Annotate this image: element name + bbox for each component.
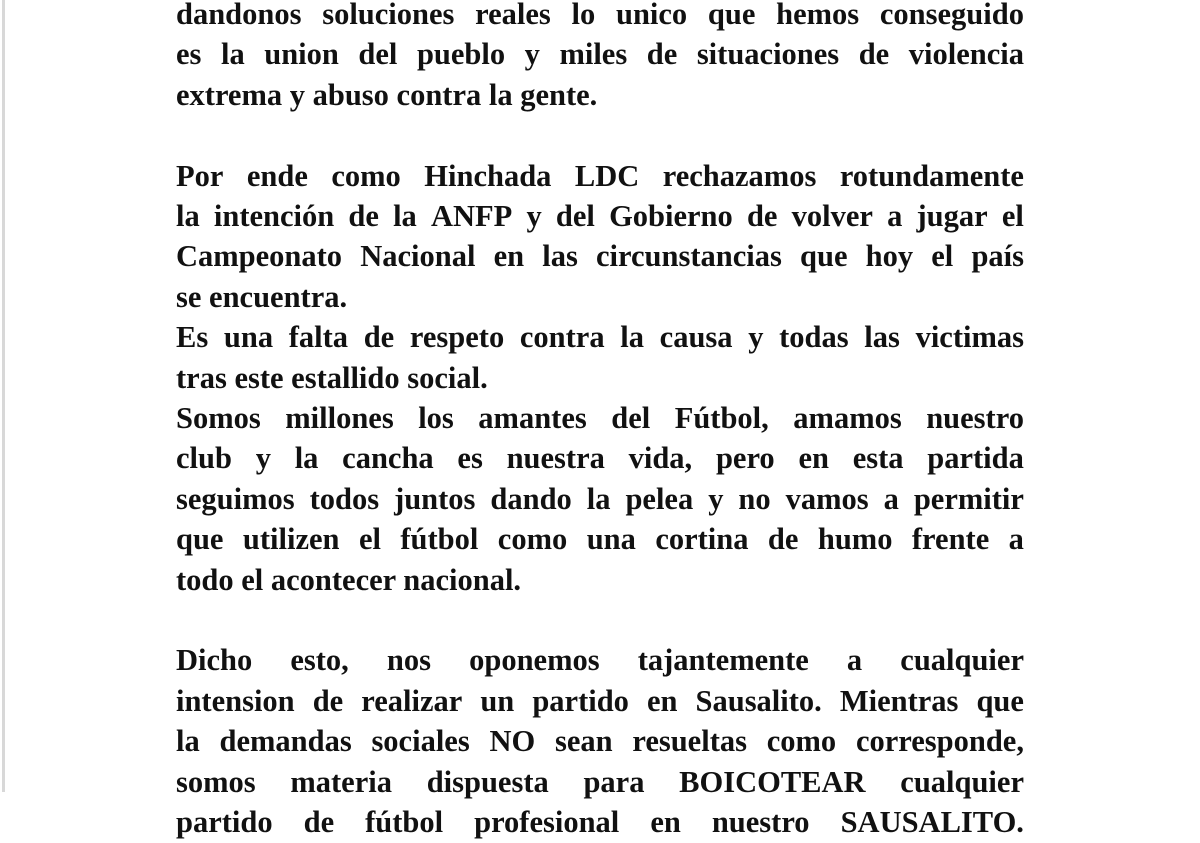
word: partido bbox=[532, 683, 629, 718]
word: fútbol bbox=[365, 805, 444, 840]
word: nuestra bbox=[506, 441, 605, 476]
text-line bbox=[176, 479, 1024, 519]
paragraph-boycott bbox=[176, 640, 1024, 842]
word: vamos bbox=[785, 481, 869, 516]
word: para bbox=[583, 764, 645, 799]
word: falta bbox=[288, 320, 349, 355]
word: conseguido bbox=[879, 0, 1024, 31]
word: en bbox=[650, 805, 681, 840]
word: los bbox=[418, 401, 454, 436]
word: de bbox=[363, 320, 395, 355]
word: Somos bbox=[176, 401, 261, 436]
text-line bbox=[176, 398, 1024, 438]
text-line: tras este estallido social. bbox=[176, 360, 488, 395]
word: tajantemente bbox=[637, 643, 809, 678]
text-line bbox=[176, 519, 1024, 559]
word: el bbox=[1001, 199, 1024, 234]
word: que bbox=[707, 0, 756, 31]
word: miles bbox=[559, 37, 628, 72]
word: juntos bbox=[394, 481, 476, 516]
text-line bbox=[176, 34, 1024, 74]
word: las bbox=[864, 320, 900, 355]
word: cancha bbox=[342, 441, 434, 476]
text-line bbox=[176, 721, 1024, 761]
word: y bbox=[255, 441, 271, 476]
text-line bbox=[176, 640, 1024, 680]
word: frente bbox=[911, 522, 990, 557]
word: sean bbox=[554, 724, 613, 759]
word: una bbox=[223, 320, 274, 355]
word: de bbox=[348, 199, 379, 234]
statement-text-column bbox=[176, 0, 1024, 843]
text-line: todo el acontecer nacional. bbox=[176, 562, 522, 597]
word: Hinchada bbox=[424, 158, 552, 193]
word: nos bbox=[386, 643, 432, 678]
word: la bbox=[393, 199, 417, 234]
word: la bbox=[176, 199, 200, 234]
text-line bbox=[176, 196, 1024, 236]
word: a bbox=[846, 643, 863, 678]
word: intension bbox=[176, 683, 295, 718]
word: permitir bbox=[913, 481, 1024, 516]
word: ende bbox=[246, 158, 308, 193]
word: volver bbox=[791, 199, 873, 234]
word: como bbox=[331, 158, 401, 193]
word: una bbox=[586, 522, 636, 557]
word: resueltas bbox=[632, 724, 747, 759]
text-line bbox=[176, 438, 1024, 478]
word: Sausalito. bbox=[695, 683, 822, 718]
word: partido bbox=[176, 805, 273, 840]
word: contra bbox=[519, 320, 605, 355]
word: pelea bbox=[625, 481, 694, 516]
word: nuestro bbox=[711, 805, 810, 840]
word: que bbox=[176, 522, 224, 557]
text-line bbox=[176, 0, 1024, 34]
word: Es bbox=[176, 320, 209, 355]
paragraph-rejection bbox=[176, 156, 1024, 600]
word: dispuesta bbox=[426, 764, 549, 799]
page-edge-divider bbox=[2, 0, 5, 792]
text-line bbox=[176, 317, 1024, 357]
word: rechazamos bbox=[662, 158, 817, 193]
word: partida bbox=[927, 441, 1024, 476]
word: de bbox=[646, 37, 678, 72]
word: cortina bbox=[655, 522, 749, 557]
word: del bbox=[358, 37, 398, 72]
word: de bbox=[858, 37, 890, 72]
word: BOICOTEAR bbox=[679, 764, 866, 799]
word: de bbox=[767, 522, 799, 557]
word: en bbox=[798, 441, 829, 476]
word: la bbox=[586, 481, 611, 516]
word: LDC bbox=[574, 158, 640, 193]
word: el bbox=[358, 522, 381, 557]
word: fútbol bbox=[400, 522, 479, 557]
word: amantes bbox=[478, 401, 587, 436]
word: todas bbox=[779, 320, 849, 355]
word: hoy bbox=[865, 239, 914, 274]
word: lo bbox=[571, 0, 596, 31]
word: Fútbol, bbox=[674, 401, 769, 436]
word: SAUSALITO. bbox=[840, 805, 1024, 840]
word: demandas bbox=[219, 724, 352, 759]
word: millones bbox=[285, 401, 394, 436]
word: la bbox=[620, 320, 644, 355]
word: reales bbox=[475, 0, 551, 31]
word: Dicho bbox=[176, 643, 253, 678]
word: amamos bbox=[793, 401, 902, 436]
text-line bbox=[176, 236, 1024, 276]
word: y bbox=[526, 199, 542, 234]
word: respeto bbox=[409, 320, 505, 355]
word: union bbox=[264, 37, 339, 72]
word: y bbox=[748, 320, 764, 355]
word: utilizen bbox=[242, 522, 340, 557]
word: la bbox=[220, 37, 245, 72]
word: a bbox=[883, 481, 899, 516]
word: en bbox=[646, 683, 678, 718]
word: del bbox=[555, 199, 595, 234]
word: en bbox=[493, 239, 525, 274]
word: país bbox=[971, 239, 1024, 274]
word: situaciones bbox=[696, 37, 840, 72]
text-line bbox=[176, 802, 1024, 842]
word: Mientras bbox=[839, 683, 959, 718]
word: Campeonato bbox=[176, 239, 343, 274]
word: que bbox=[800, 239, 848, 274]
word: causa bbox=[659, 320, 733, 355]
word: un bbox=[480, 683, 515, 718]
word: a bbox=[1008, 522, 1024, 557]
word: pueblo bbox=[416, 37, 506, 72]
text-line: extrema y abuso contra la gente. bbox=[176, 77, 598, 112]
word: Nacional bbox=[360, 239, 476, 274]
word: Por bbox=[176, 158, 224, 193]
word: humo bbox=[817, 522, 893, 557]
text-line bbox=[176, 156, 1024, 196]
word: ANFP bbox=[430, 199, 513, 234]
word: rotundamente bbox=[839, 158, 1024, 193]
word: profesional bbox=[474, 805, 620, 840]
word: y bbox=[524, 37, 540, 72]
word: jugar bbox=[916, 199, 988, 234]
word: pero bbox=[715, 441, 775, 476]
word: materia bbox=[290, 764, 392, 799]
word: como bbox=[497, 522, 568, 557]
word: y bbox=[708, 481, 724, 516]
word: es bbox=[457, 441, 483, 476]
word: circunstancias bbox=[596, 239, 782, 274]
word: vida, bbox=[628, 441, 693, 476]
word: seguimos bbox=[176, 481, 295, 516]
word: a bbox=[887, 199, 903, 234]
word: sociales bbox=[371, 724, 470, 759]
word: dando bbox=[490, 481, 572, 516]
word: unico bbox=[616, 0, 688, 31]
word: cualquier bbox=[900, 643, 1024, 678]
word: esto, bbox=[290, 643, 349, 678]
paragraph-continuation bbox=[176, 0, 1024, 115]
word: hemos bbox=[776, 0, 860, 31]
word: la bbox=[176, 724, 200, 759]
word: de bbox=[303, 805, 335, 840]
word: que bbox=[976, 683, 1024, 718]
text-line: se encuentra. bbox=[176, 279, 348, 314]
word: del bbox=[611, 401, 651, 436]
word: club bbox=[176, 441, 232, 476]
word: Gobierno bbox=[609, 199, 733, 234]
word: todos bbox=[309, 481, 380, 516]
word: NO bbox=[489, 724, 536, 759]
word: las bbox=[542, 239, 578, 274]
word: somos bbox=[176, 764, 256, 799]
word: como bbox=[766, 724, 837, 759]
word: cualquier bbox=[900, 764, 1024, 799]
word: esta bbox=[852, 441, 904, 476]
word: soluciones bbox=[322, 0, 455, 31]
word: corresponde, bbox=[855, 724, 1024, 759]
word: de bbox=[312, 683, 344, 718]
word: violencia bbox=[908, 37, 1024, 72]
text-line bbox=[176, 681, 1024, 721]
word: la bbox=[294, 441, 319, 476]
word: dandonos bbox=[176, 0, 302, 31]
word: realizar bbox=[361, 683, 463, 718]
word: intención bbox=[213, 199, 335, 234]
text-line bbox=[176, 762, 1024, 802]
word: de bbox=[746, 199, 778, 234]
word: nuestro bbox=[926, 401, 1024, 436]
word: el bbox=[931, 239, 954, 274]
word: oponemos bbox=[469, 643, 600, 678]
word: victimas bbox=[915, 320, 1024, 355]
word: no bbox=[738, 481, 771, 516]
word: es bbox=[176, 37, 202, 72]
